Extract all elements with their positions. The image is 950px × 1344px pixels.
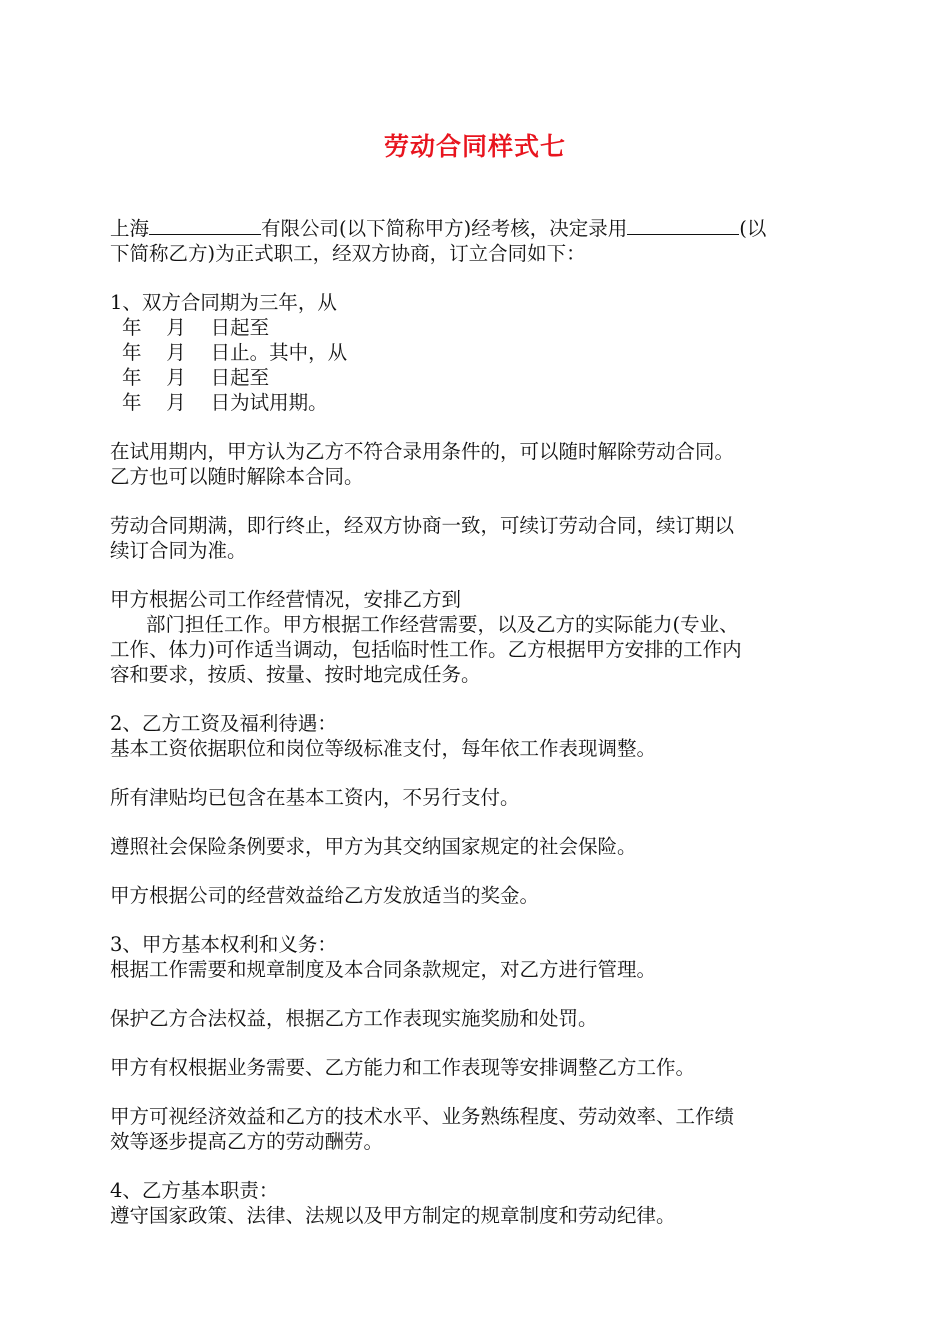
- clause-3-heading: 3、甲方基本权利和义务：: [110, 933, 337, 956]
- paragraph-line: 部门担任工作。甲方根据工作经营需要，以及乙方的实际能力(专业、: [146, 613, 739, 636]
- paragraph-line: 遵照社会保险条例要求，甲方为其交纳国家规定的社会保险。: [110, 835, 637, 858]
- salary-increase-paragraph: [110, 1104, 845, 1154]
- paragraph-line: 工作、体力)可作适当调动，包括临时性工作。乙方根据甲方安排的工作内: [110, 638, 742, 661]
- date-line: 年 月 日起至: [122, 366, 270, 389]
- paragraph-line: 甲方有权根据业务需要、乙方能力和工作表现等安排调整乙方工作。: [110, 1056, 696, 1079]
- probation-paragraph: [110, 439, 845, 489]
- clause-4-heading: 4、乙方基本职责：: [110, 1179, 279, 1202]
- paragraph-line: 劳动合同期满，即行终止，经双方协商一致，可续订劳动合同，续订期以: [110, 514, 735, 537]
- intro-line-2: 下简称乙方)为正式职工，经双方协商，订立合同如下：: [110, 242, 586, 265]
- clause-3: [110, 932, 845, 982]
- intro-text-1: 上海: [110, 217, 150, 240]
- assignment-paragraph: [110, 587, 845, 687]
- expiry-paragraph: [110, 513, 845, 563]
- intro-text-3: (以: [739, 217, 767, 240]
- paragraph-line: 甲方根据公司工作经营情况，安排乙方到: [110, 588, 462, 611]
- paragraph-line: 基本工资依据职位和岗位等级标准支付，每年依工作表现调整。: [110, 737, 657, 760]
- clause-4: [110, 1178, 845, 1228]
- paragraph-line: 在试用期内，甲方认为乙方不符合录用条件的，可以随时解除劳动合同。: [110, 440, 735, 463]
- clause-2: [110, 711, 845, 761]
- paragraph-line: 保护乙方合法权益，根据乙方工作表现实施奖励和处罚。: [110, 1007, 598, 1030]
- clause-1: [110, 290, 845, 415]
- clause-2-heading: 2、乙方工资及福利待遇：: [110, 712, 337, 735]
- paragraph-line: 乙方也可以随时解除本合同。: [110, 465, 364, 488]
- date-line: 年 月 日起至: [122, 316, 270, 339]
- paragraph-line: 容和要求，按质、按量、按时地完成任务。: [110, 663, 481, 686]
- intro-text-2: 有限公司(以下简称甲方)经考核，决定录用: [261, 217, 628, 240]
- employee-name-blank: [627, 217, 739, 235]
- paragraph-line: 效等逐步提高乙方的劳动酬劳。: [110, 1130, 384, 1153]
- paragraph-line: 根据工作需要和规章制度及本合同条款规定，对乙方进行管理。: [110, 958, 657, 981]
- document-body: [110, 216, 845, 1228]
- intro-paragraph: [110, 216, 845, 266]
- paragraph-line: 甲方可视经济效益和乙方的技术水平、业务熟练程度、劳动效率、工作绩: [110, 1105, 735, 1128]
- document-title: 劳动合同样式七: [383, 132, 566, 161]
- company-name-blank: [149, 217, 261, 235]
- clause-1-heading: 1、双方合同期为三年，从: [110, 291, 337, 314]
- date-line: 年 月 日为试用期。: [122, 391, 328, 414]
- paragraph-line: 甲方根据公司的经营效益给乙方发放适当的奖金。: [110, 884, 540, 907]
- paragraph-line: 遵守国家政策、法律、法规以及甲方制定的规章制度和劳动纪律。: [110, 1204, 676, 1227]
- paragraph-line: 续订合同为准。: [110, 539, 247, 562]
- intro-line-1: [110, 216, 845, 241]
- paragraph-line: 所有津贴均已包含在基本工资内，不另行支付。: [110, 786, 520, 809]
- date-line: 年 月 日止。其中，从: [122, 341, 348, 364]
